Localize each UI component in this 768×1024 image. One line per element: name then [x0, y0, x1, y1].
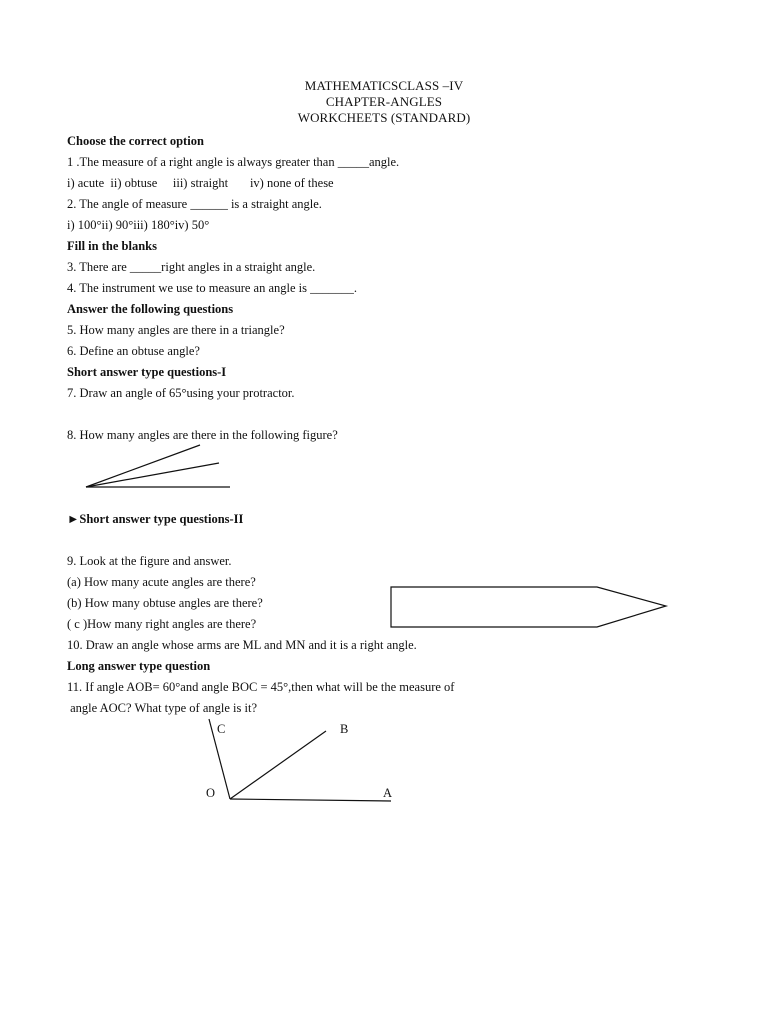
question-11-line1: 11. If angle AOB= 60°and angle BOC = 45°,then what will be the measure of — [67, 680, 455, 694]
section-short2-heading: ►Short answer type questions-II — [67, 512, 244, 526]
question-9c: ( c )How many right angles are there? — [67, 617, 257, 631]
figure-label-c: C — [217, 722, 226, 736]
three-rays-figure — [86, 445, 230, 487]
question-11-line2: angle AOC? What type of angle is it? — [67, 701, 257, 715]
figure-label-b: B — [340, 722, 349, 736]
section-choose-heading: Choose the correct option — [67, 134, 204, 148]
pentagon-arrow-figure — [391, 587, 666, 627]
question-1-options: i) acute ii) obtuse iii) straight iv) none of these — [67, 176, 334, 190]
question-9a: (a) How many acute angles are there? — [67, 575, 256, 589]
question-7: 7. Draw an angle of 65°using your protractor. — [67, 386, 295, 400]
question-2: 2. The angle of measure ______ is a straight angle. — [67, 197, 322, 211]
question-3: 3. There are _____right angles in a straight angle. — [67, 260, 316, 274]
question-10: 10. Draw an angle whose arms are ML and MN and it is a right angle. — [67, 638, 417, 652]
worksheet-subtitle: WORKCHEETS (STANDARD) — [297, 110, 471, 125]
question-4: 4. The instrument we use to measure an angle is _______. — [67, 281, 357, 295]
section-long-heading: Long answer type question — [67, 659, 211, 673]
ray-oa — [230, 799, 391, 801]
section-short1-heading: Short answer type questions-I — [67, 365, 227, 379]
question-8: 8. How many angles are there in the following figure? — [67, 428, 338, 442]
ray-middle — [86, 463, 219, 487]
ray-upper — [86, 445, 200, 487]
figure-label-a: A — [383, 786, 393, 800]
question-9: 9. Look at the figure and answer. — [67, 554, 232, 568]
figure-label-o: O — [206, 786, 216, 800]
section-answer-heading: Answer the following questions — [67, 302, 234, 316]
question-5: 5. How many angles are there in a triangle? — [67, 323, 285, 337]
question-9b: (b) How many obtuse angles are there? — [67, 596, 263, 610]
ray-ob — [230, 731, 326, 799]
question-6: 6. Define an obtuse angle? — [67, 344, 200, 358]
section-fill-heading: Fill in the blanks — [67, 239, 157, 253]
worksheet-title: MATHEMATICSCLASS –IV — [304, 78, 464, 93]
angle-aoc-figure — [209, 719, 391, 801]
question-1: 1 .The measure of a right angle is always greater than _____angle. — [67, 155, 400, 169]
chapter-title: CHAPTER-ANGLES — [325, 94, 443, 109]
question-2-options: i) 100°ii) 90°iii) 180°iv) 50° — [67, 218, 210, 232]
